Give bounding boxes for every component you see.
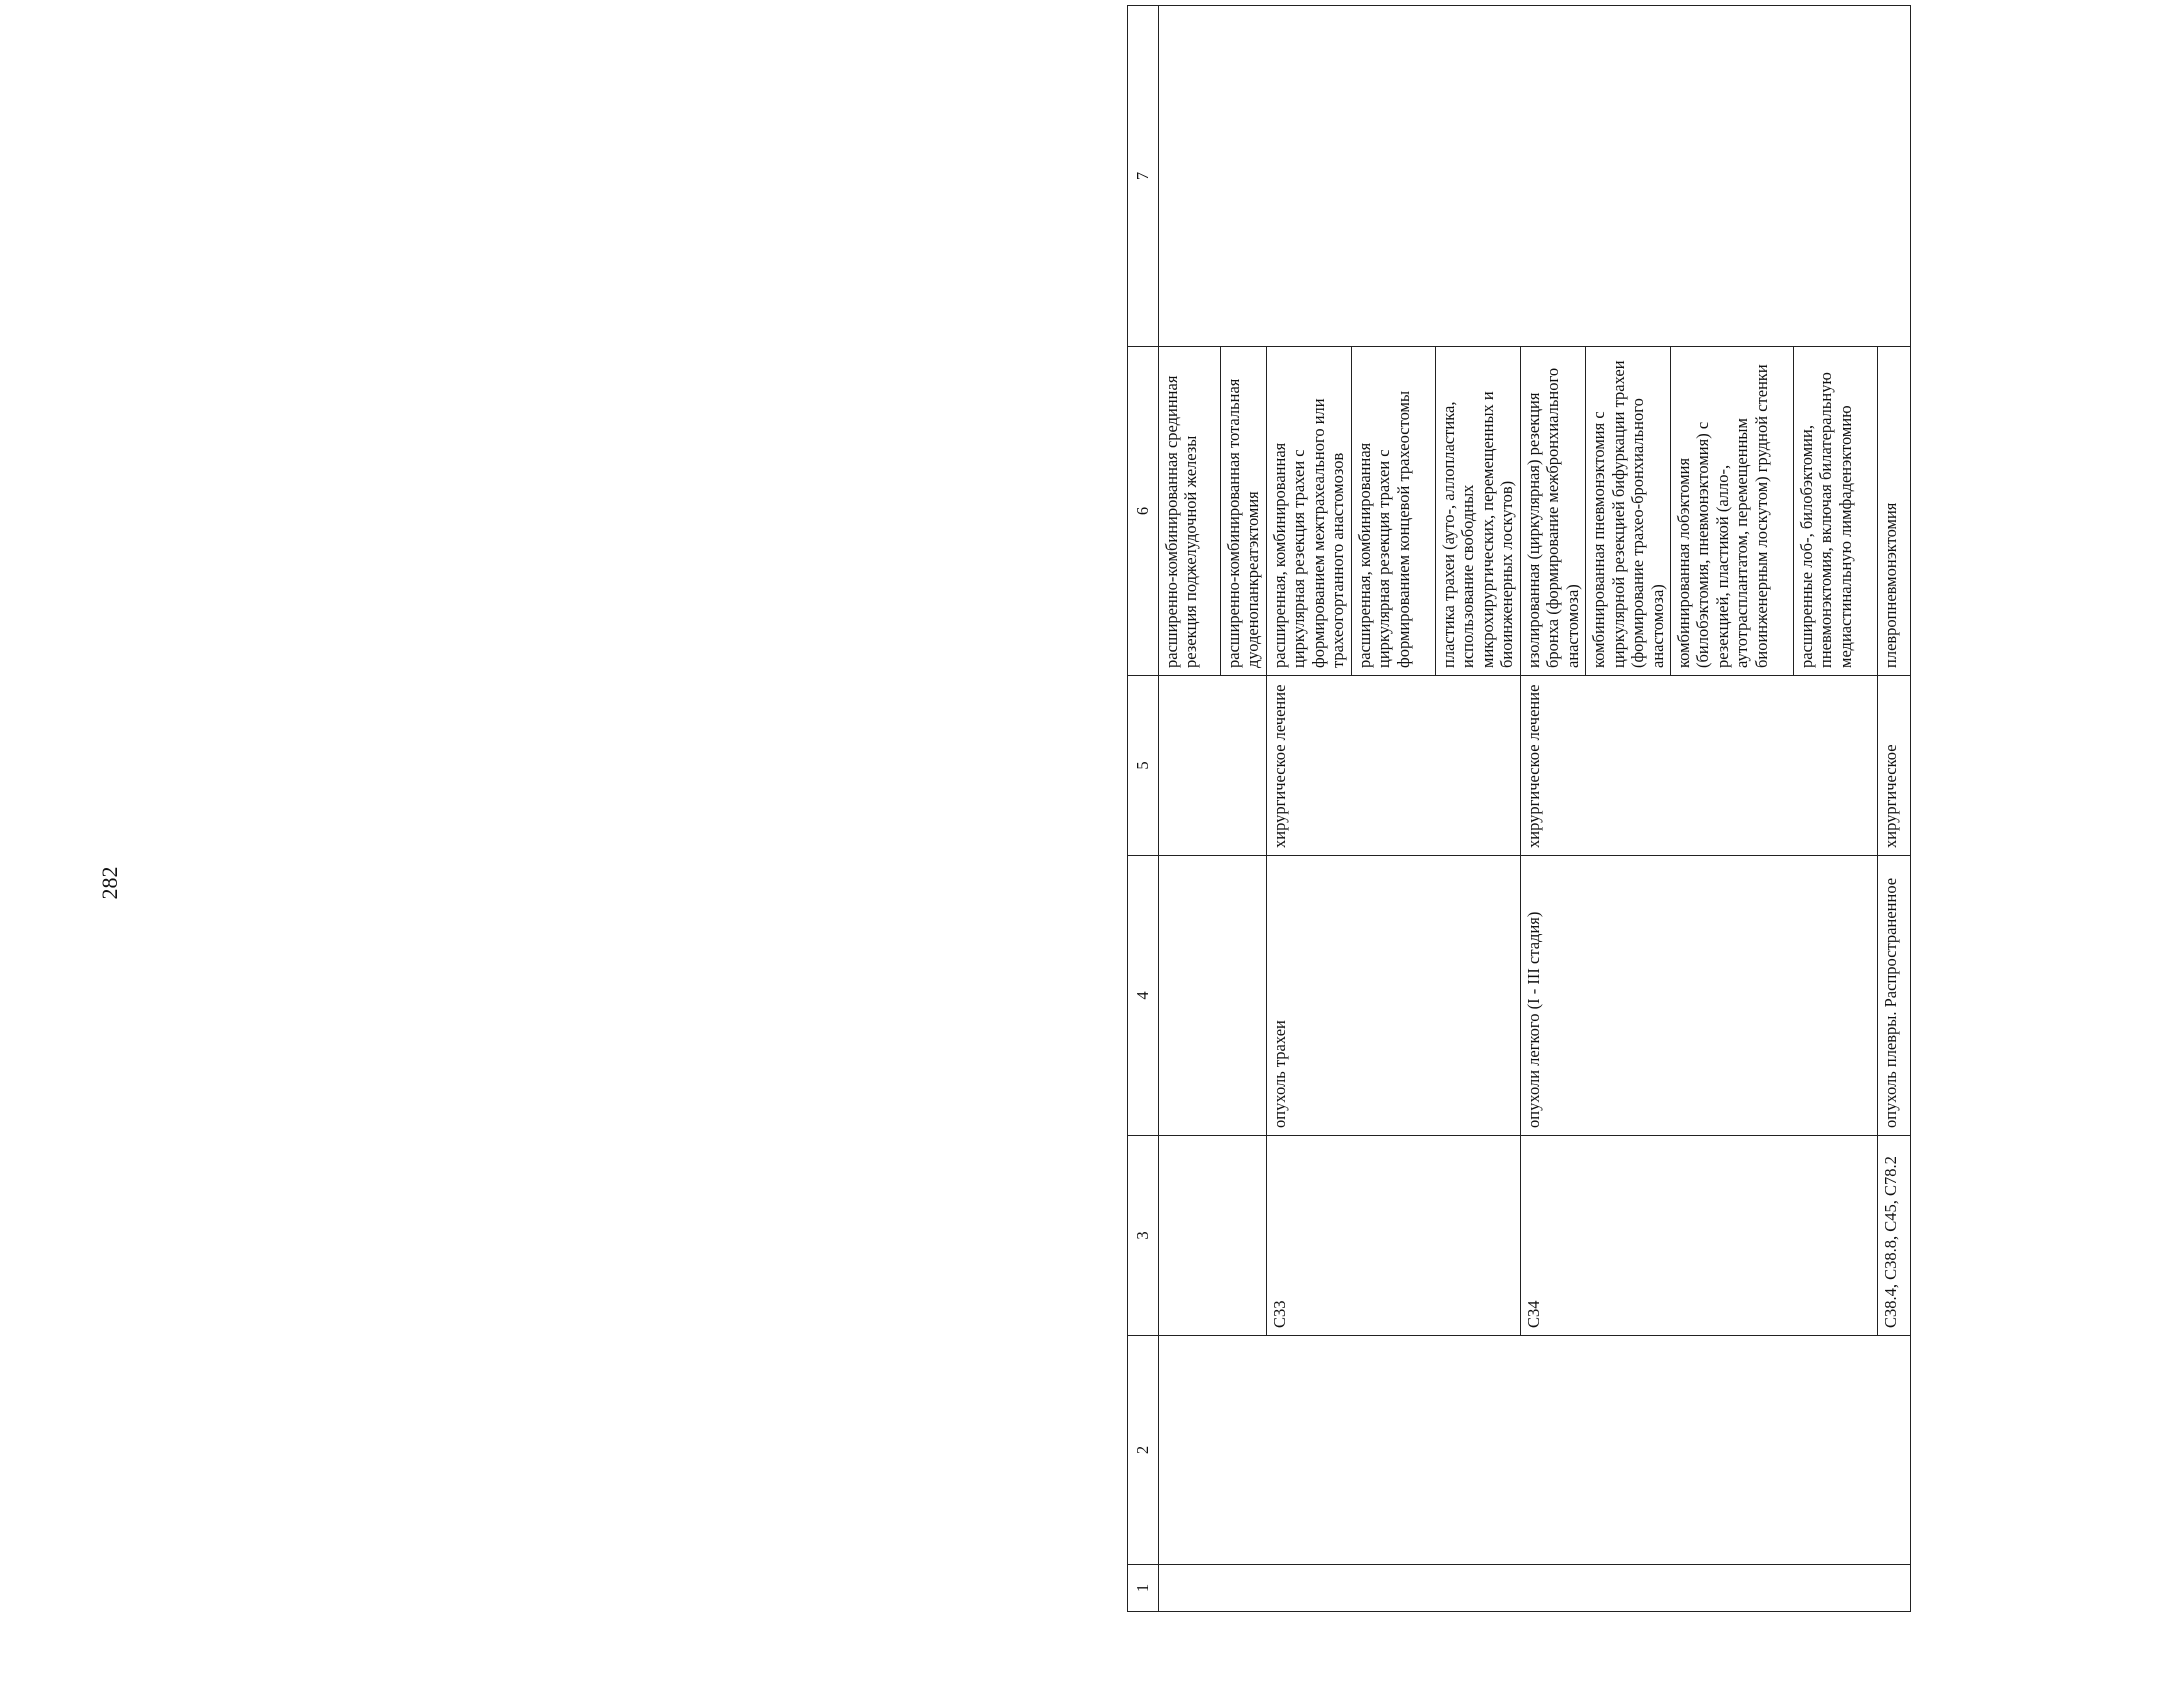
header-col-1: 1 <box>1128 1565 1159 1612</box>
col-5-cell <box>1159 676 1267 856</box>
col-3-cell <box>1159 1136 1267 1336</box>
treatment-method-cell: расширенно-комбинированная тотальная дуоденопанкреатэктомия <box>1221 347 1267 676</box>
treatment-type-cell: хирургическое лечение <box>1266 676 1520 856</box>
col-2-cell <box>1159 1336 1911 1565</box>
col-1-cell <box>1159 1565 1911 1612</box>
diagnosis-cell: опухоль плевры. Распространенное <box>1877 856 1910 1136</box>
header-col-7: 7 <box>1128 6 1159 347</box>
treatment-method-cell: расширенно-комбинированная срединная резекция поджелудочной железы <box>1159 347 1221 676</box>
procedures-table <box>1127 5 1911 1612</box>
icd-code-cell: С38.4, С38.8, С45, С78.2 <box>1877 1136 1910 1336</box>
header-row <box>1128 6 1159 1612</box>
col-7-cell <box>1159 6 1911 347</box>
diagnosis-cell: опухоли легкого (I - III стадия) <box>1520 856 1877 1136</box>
treatment-method-cell: пластика трахеи (ауто-, аллопластика, использование свободных микрохирургических, перемещенных и биоинженерных лоскутов) <box>1435 347 1520 676</box>
table-row <box>1159 6 1221 1612</box>
treatment-type-cell: хирургическое лечение <box>1520 676 1877 856</box>
page-number: 282 <box>97 866 122 900</box>
icd-code-cell: С33 <box>1266 1136 1520 1336</box>
header-col-5: 5 <box>1128 676 1159 856</box>
treatment-method-cell: расширенная, комбинированная циркулярная резекция трахеи с формированием межтрахеального или трахеогортанного анастомозов <box>1266 347 1351 676</box>
treatment-method-cell: комбинированная пневмонэктомия с циркулярной резекцией бифуркации трахеи (формирование трахео-бронхиального анастомоза) <box>1586 347 1671 676</box>
diagnosis-cell: опухоль трахеи <box>1266 856 1520 1136</box>
header-col-4: 4 <box>1128 856 1159 1136</box>
icd-code-cell: С34 <box>1520 1136 1877 1336</box>
treatment-method-cell: плевропневмонэктомия <box>1877 347 1910 676</box>
treatment-method-cell: расширенная, комбинированная циркулярная резекция трахеи с формированием концевой трахеостомы <box>1351 347 1435 676</box>
header-col-6: 6 <box>1128 347 1159 676</box>
rotated-table-frame <box>1127 6 2175 1612</box>
header-col-3: 3 <box>1128 1136 1159 1336</box>
header-col-2: 2 <box>1128 1336 1159 1565</box>
treatment-type-cell: хирургическое <box>1877 676 1910 856</box>
col-4-cell <box>1159 856 1267 1136</box>
treatment-method-cell: комбинированная лобэктомия (билобэктомия, пневмонэктомия) с резекцией, пластикой (алло-, аутотрасплантатом, перемещенным биоинженерным лоскутом) грудной стенки <box>1670 347 1793 676</box>
treatment-method-cell: изолированная (циркулярная) резекция бронха (формирование межбронхиального анастомоза) <box>1520 347 1585 676</box>
treatment-method-cell: расширенные лоб-, билобэктомии, пневмонэктомия, включая билатеральную медиастинальную лимфаденэктомию <box>1793 347 1877 676</box>
